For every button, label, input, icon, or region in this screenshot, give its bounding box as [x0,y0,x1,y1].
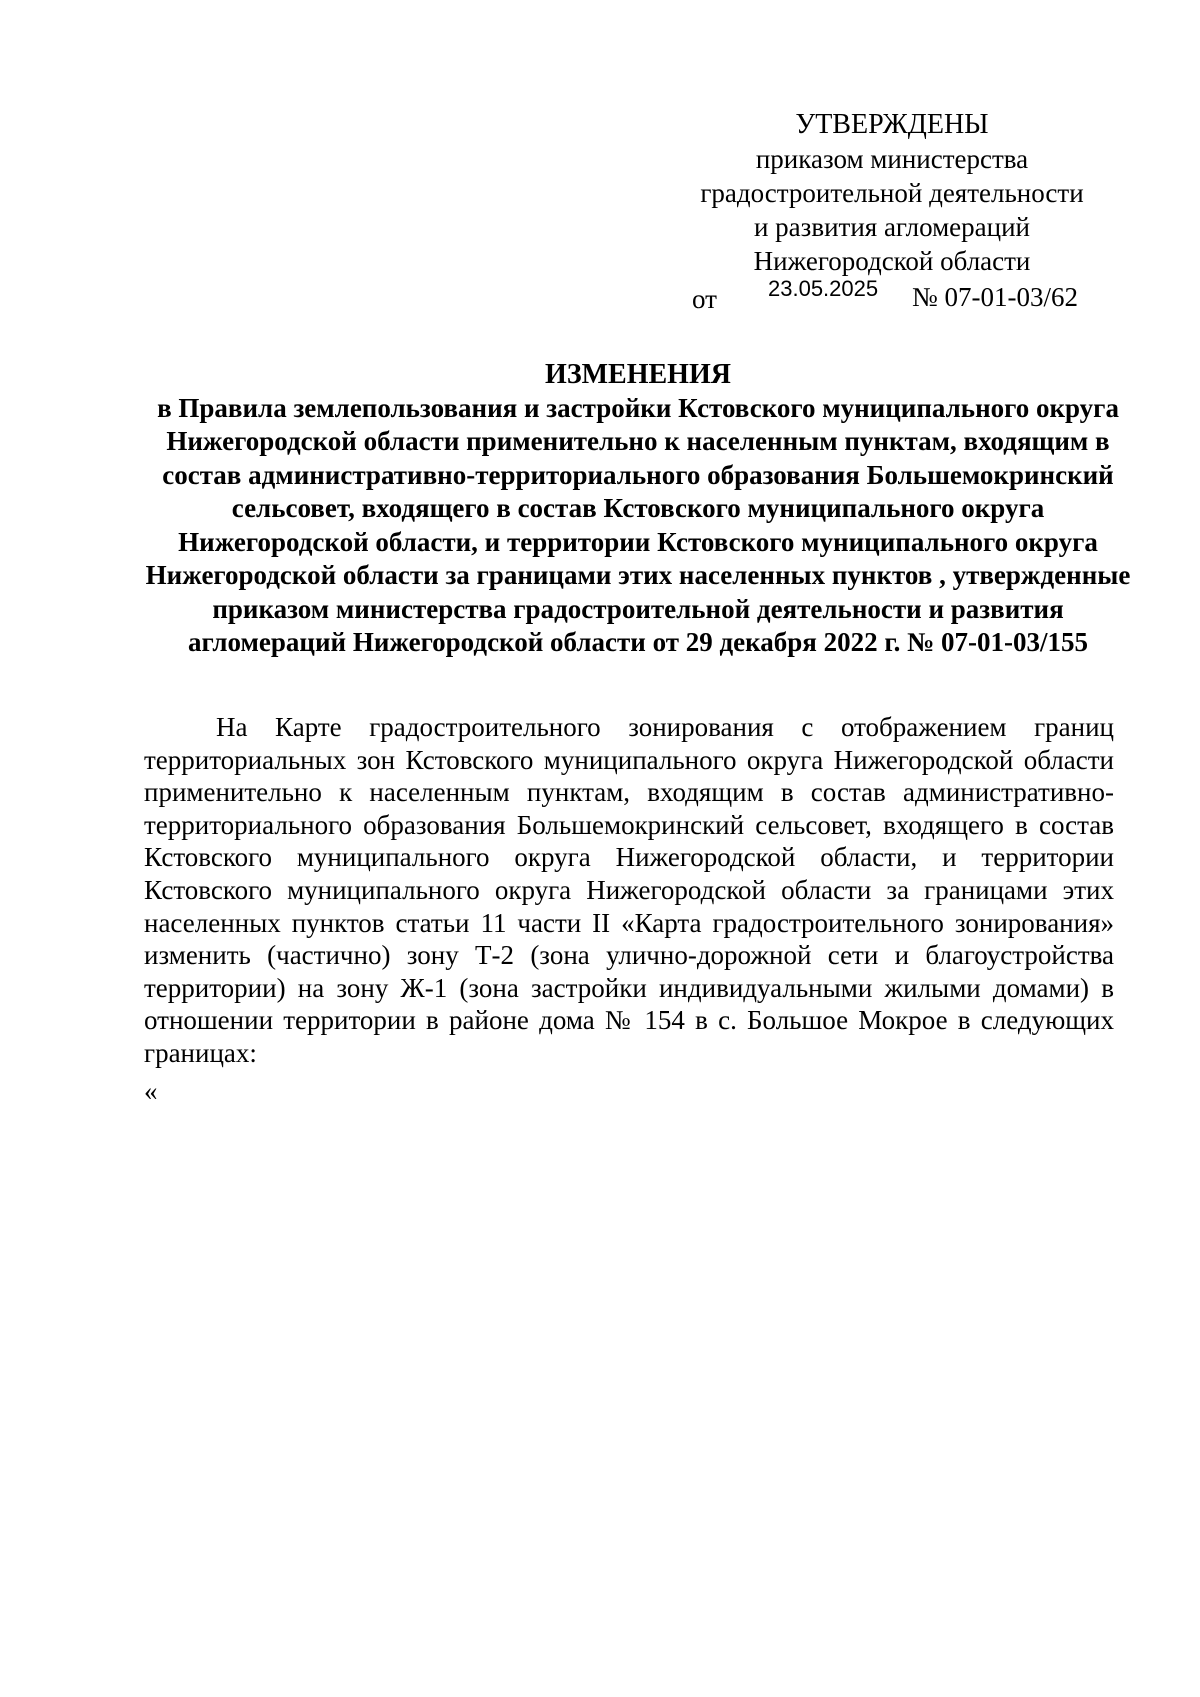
approval-line-2: градостроительной деятельности [700,178,1084,208]
order-from-label: от [692,284,717,314]
order-date: 23.05.2025 [768,276,879,301]
order-reference [692,276,1112,316]
approval-line-4: Нижегородской области [753,246,1031,276]
approval-block [672,108,1112,278]
body-paragraph: На Карте градостроительного зонирования с отображением границ территориальных зон Кстовского муниципального округа Нижегородской области применительно к населенным пунктам, входящим в состав административно-территориального образования Большемокринский сельсовет, входящего в состав Кстовского муниципального округа Нижегородской области, и территории Кстовского муниципального округа Нижегородской области за границами этих населенных пунктов статьи 11 части II «Карта градостроительного зонирования» изменить (частично) зону Т-2 (зона улично-дорожной сети и благоустройства территории) на зону Ж-1 (зона застройки индивидуальными жилыми домами) в отношении территории в районе дома № 154 в с. Большое Мокрое в следующих границах: [144,712,1114,1068]
order-number: № 07-01-03/62 [912,282,1078,312]
opening-quote: « [144,1076,158,1106]
approval-heading: УТВЕРЖДЕНЫ [795,109,989,140]
approval-line-3: и развития агломераций [753,212,1030,242]
title-main: ИЗМЕНЕНИЯ [545,359,731,390]
approval-line-1: приказом министерства [755,144,1029,174]
document-title [140,358,1136,660]
title-subtitle: в Правила землепользования и застройки Кстовского муниципального округа Нижегородской области применительно к населенным пунктам, входящим в состав административно-территориального образования Большемокринский сельсовет, входящего в состав Кстовского муниципального округа Нижегородской области, и территории Кстовского муниципального округа Нижегородской области за границами этих населенных пунктов , утвержденные приказом министерства градостроительной деятельности и развития агломераций Нижегородской области от 29 декабря 2022 г. № 07-01-03/155 [145,392,1131,657]
